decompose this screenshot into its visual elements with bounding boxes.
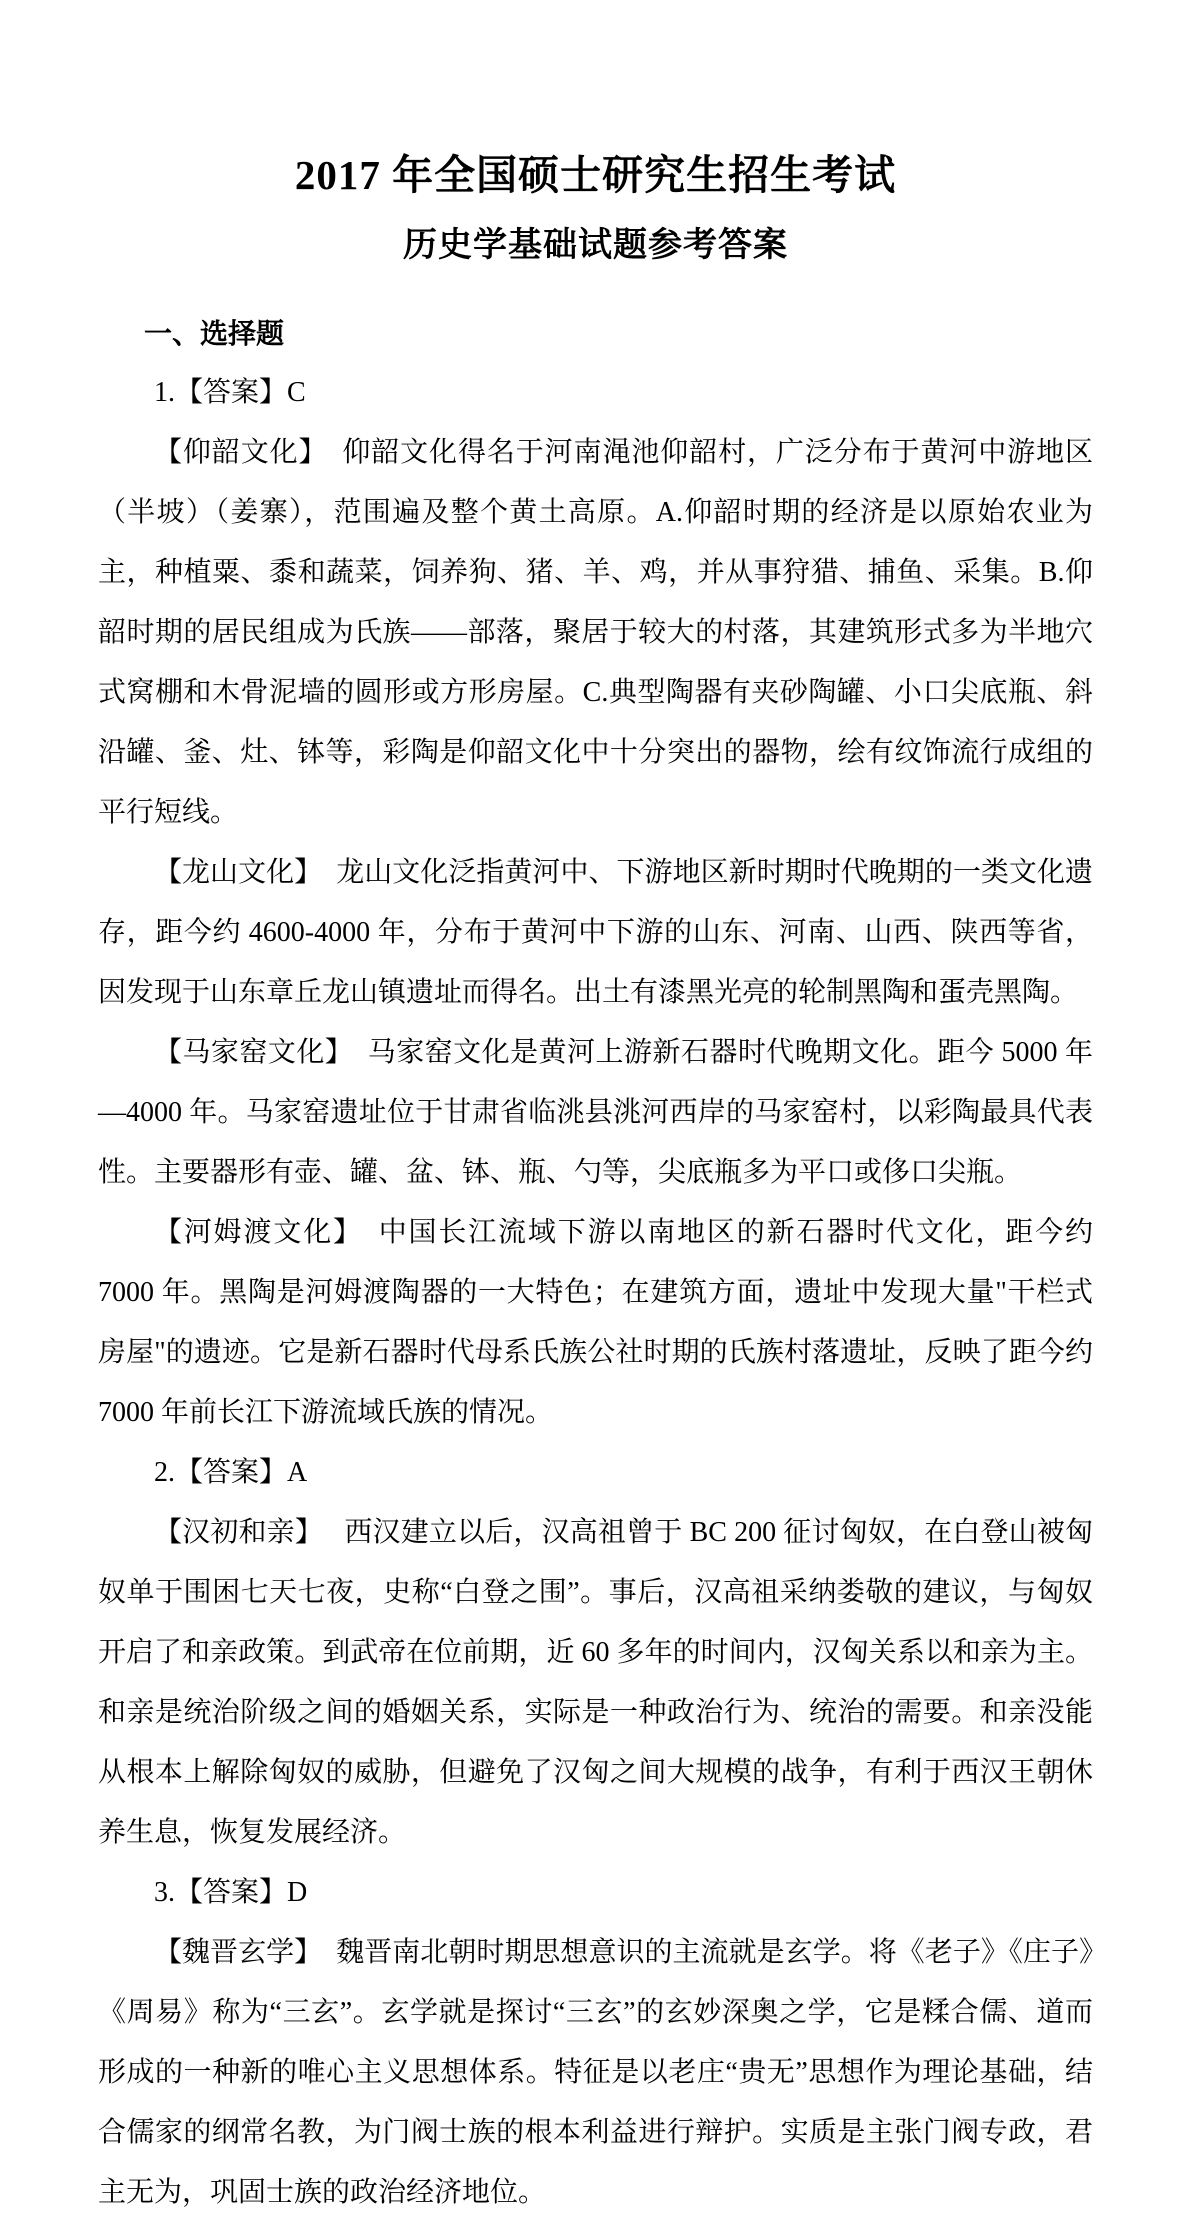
answers-content <box>98 363 1093 2223</box>
term-paragraph-majiayao-culture: 【马家窑文化】 马家窑文化是黄河上游新石器时代晚期文化。距今 5000 年—4000 年。马家窑遗址位于甘肃省临洮县洮河西岸的马家窑村，以彩陶最具代表性。主要器形有壶、罐、盆、钵、瓶、勺等，尖底瓶多为平口或侈口尖瓶。 <box>98 1036 1093 1188</box>
term-paragraph-hemudu-culture: 【河姆渡文化】 中国长江流域下游以南地区的新石器时代文化，距今约 7000 年。黑陶是河姆渡陶器的一大特色；在建筑方面，遗址中发现大量"干栏式房屋"的遗迹。它是新石器时代母系氏族公社时期的氏族村落遗址，反映了距今约 7000 年前长江下游流域氏族的情况。 <box>98 1216 1093 1428</box>
term-paragraph-longshan-culture: 【龙山文化】 龙山文化泛指黄河中、下游地区新时期时代晚期的一类文化遗存，距今约 4600-4000 年，分布于黄河中下游的山东、河南、山西、陕西等省，因发现于山东章丘龙山镇遗址而得名。出土有漆黑光亮的轮制黑陶和蛋壳黑陶。 <box>98 856 1093 1008</box>
term-paragraph-yangshao-culture: 【仰韶文化】 仰韶文化得名于河南渑池仰韶村，广泛分布于黄河中游地区（半坡）（姜寨），范围遍及整个黄土高原。A.仰韶时期的经济是以原始农业为主，种植粟、黍和蔬菜，饲养狗、猪、羊、鸡，并从事狩猎、捕鱼、采集。B.仰韶时期的居民组成为氏族——部落，聚居于较大的村落，其建筑形式多为半地穴式窝棚和木骨泥墙的圆形或方形房屋。C.典型陶器有夹砂陶罐、小口尖底瓶、斜沿罐、釜、灶、钵等，彩陶是仰韶文化中十分突出的器物，绘有纹饰流行成组的平行短线。 <box>98 436 1093 828</box>
term-paragraph-weijin-xuanxue: 【魏晋玄学】 魏晋南北朝时期思想意识的主流就是玄学。将《老子》《庄子》《周易》称为“三玄”。玄学就是探讨“三玄”的玄妙深奥之学，它是糅合儒、道而形成的一种新的唯心主义思想体系。特征是以老庄“贵无”思想作为理论基础，结合儒家的纲常名教，为门阀士族的根本利益进行辩护。实质是主张门阀专政，君主无为，巩固士族的政治经济地位。 <box>98 1936 1093 2208</box>
answer-line-3: 3.【答案】D <box>154 1876 308 1908</box>
section-heading-multiple-choice: 一、选择题 <box>144 318 285 350</box>
answer-line-2: 2.【答案】A <box>154 1456 308 1488</box>
document-subtitle: 历史学基础试题参考答案 <box>403 226 788 265</box>
document-title: 2017 年全国硕士研究生招生考试 <box>294 152 897 198</box>
answer-line-1: 1.【答案】C <box>154 376 306 408</box>
term-paragraph-han-heqin: 【汉初和亲】 西汉建立以后，汉高祖曾于 BC 200 征讨匈奴，在白登山被匈奴单于围困七天七夜，史称“白登之围”。事后，汉高祖采纳娄敬的建议，与匈奴开启了和亲政策。到武帝在位前期，近 60 多年的时间内，汉匈关系以和亲为主。和亲是统治阶级之间的婚姻关系，实际是一种政治行为、统治的需要。和亲没能从根本上解除匈奴的威胁，但避免了汉匈之间大规模的战争，有利于西汉王朝休养生息，恢复发展经济。 <box>98 1516 1093 1848</box>
